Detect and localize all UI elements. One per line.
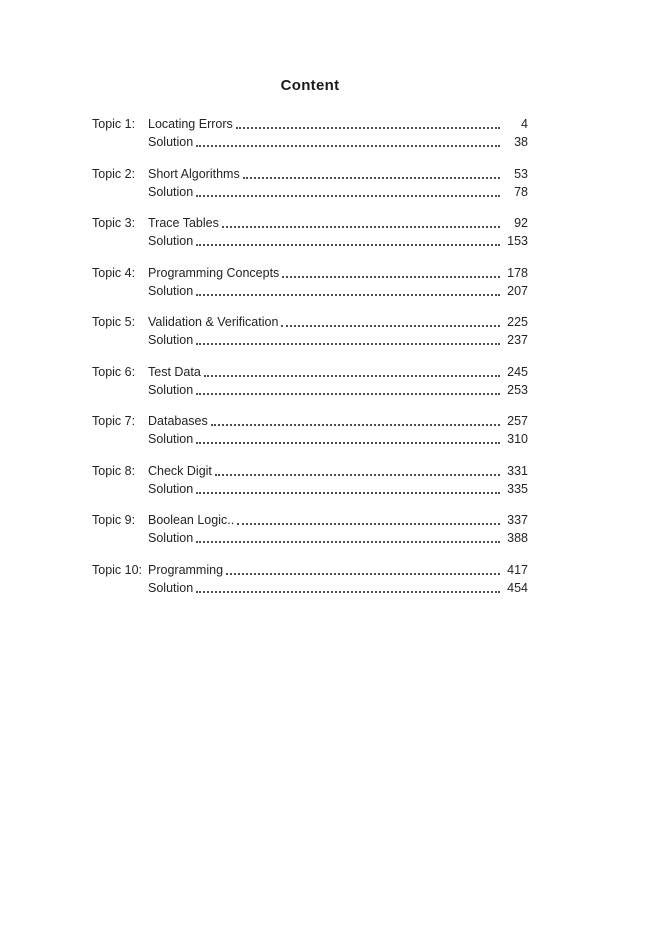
solution-label: Solution: [148, 283, 194, 298]
topic-page-number: 4: [521, 117, 528, 131]
solution-label: Solution: [148, 184, 194, 199]
topic-label: Topic 8:: [92, 463, 136, 478]
topic-label: Topic 10:: [92, 562, 143, 577]
toc-entry: [92, 561, 528, 597]
solution-page-number: 388: [507, 531, 528, 545]
dot-leader: [243, 177, 500, 179]
solution-indent: [92, 133, 148, 151]
solution-indent: [92, 282, 148, 300]
dot-leader: [196, 195, 500, 197]
solution-indent: [92, 232, 148, 250]
dot-leader: [196, 343, 500, 345]
toc-solution-row: [92, 381, 528, 399]
toc-entry: [92, 165, 528, 201]
toc-topic-row: [92, 462, 528, 480]
dot-leader: [222, 226, 500, 228]
dot-leader: [282, 276, 500, 278]
toc-solution-row: [92, 480, 528, 498]
dot-leader: [237, 523, 500, 525]
dot-leader: [196, 591, 500, 593]
topic-page-number: 53: [514, 166, 528, 181]
topic-title: Check Digit: [148, 463, 212, 478]
toc-topic-row: [92, 363, 528, 381]
topic-page-number: 337: [507, 513, 528, 527]
solution-indent: [92, 331, 148, 349]
topic-label: Topic 4:: [92, 265, 136, 280]
toc-solution-row: [92, 232, 528, 250]
solution-indent: [92, 430, 148, 448]
topic-title: Programming Concepts: [148, 265, 280, 280]
dot-leader: [204, 375, 500, 377]
toc-topic-row: [92, 264, 528, 282]
solution-page-number: 454: [507, 580, 528, 595]
solution-indent: [92, 480, 148, 498]
solution-page-number: 78: [514, 184, 528, 199]
toc-topic-row: [92, 313, 528, 331]
solution-page-number: 335: [507, 481, 528, 496]
topic-page-number: 92: [514, 216, 528, 230]
solution-label: Solution: [148, 432, 194, 446]
dot-leader: [196, 294, 500, 296]
solution-label: Solution: [148, 333, 194, 347]
toc-entry: [92, 412, 528, 448]
toc-topic-row: [92, 214, 528, 232]
topic-page-number: 178: [507, 265, 528, 280]
solution-page-number: 253: [507, 382, 528, 397]
toc-topic-row: [92, 115, 528, 133]
topic-page-number: 245: [507, 364, 528, 379]
toc-solution-row: [92, 430, 528, 448]
toc-topic-row: [92, 165, 528, 183]
dot-leader: [196, 492, 500, 494]
topic-title: Short Algorithms: [148, 166, 240, 181]
topic-label: Topic 2:: [92, 166, 136, 181]
topic-title: Validation & Verification: [148, 315, 279, 329]
page-title: Content: [280, 77, 340, 94]
topic-title: Trace Tables: [148, 216, 219, 230]
dot-leader: [196, 244, 500, 246]
solution-page-number: 38: [514, 135, 528, 149]
table-of-contents: [92, 115, 528, 597]
toc-entry: [92, 363, 528, 399]
topic-label: Topic 7:: [92, 414, 136, 428]
topic-page-number: 225: [507, 315, 528, 329]
dot-leader: [226, 573, 500, 575]
solution-page-number: 237: [507, 333, 528, 347]
solution-label: Solution: [148, 531, 194, 545]
dot-leader: [196, 145, 500, 147]
toc-solution-row: [92, 331, 528, 349]
topic-page-number: 417: [507, 562, 528, 577]
topic-label: Topic 1:: [92, 117, 136, 131]
toc-entry: [92, 214, 528, 250]
dot-leader: [196, 442, 500, 444]
solution-indent: [92, 183, 148, 201]
dot-leader: [215, 474, 500, 476]
solution-label: Solution: [148, 234, 194, 248]
solution-page-number: 153: [507, 234, 528, 248]
solution-label: Solution: [148, 481, 194, 496]
toc-solution-row: [92, 282, 528, 300]
toc-topic-row: [92, 561, 528, 579]
toc-entry: [92, 115, 528, 151]
solution-page-number: 207: [507, 283, 528, 298]
dot-leader: [196, 393, 500, 395]
topic-title: Databases: [148, 414, 208, 428]
topic-page-number: 257: [507, 414, 528, 428]
toc-topic-row: [92, 511, 528, 529]
topic-page-number: 331: [507, 463, 528, 478]
dot-leader: [211, 424, 500, 426]
solution-indent: [92, 579, 148, 597]
topic-label: Topic 9:: [92, 513, 136, 527]
topic-label: Topic 6:: [92, 364, 136, 379]
topic-label: Topic 5:: [92, 315, 136, 329]
solution-label: Solution: [148, 382, 194, 397]
solution-page-number: 310: [507, 432, 528, 446]
toc-entry: [92, 462, 528, 498]
toc-solution-row: [92, 529, 528, 547]
topic-title: Locating Errors: [148, 117, 233, 131]
topic-title: Boolean Logic..: [148, 513, 235, 527]
toc-topic-row: [92, 412, 528, 430]
toc-entry: [92, 264, 528, 300]
topic-title: Programming: [148, 562, 224, 577]
dot-leader: [196, 541, 500, 543]
toc-solution-row: [92, 579, 528, 597]
topic-title: Test Data: [148, 364, 201, 379]
topic-label: Topic 3:: [92, 216, 136, 230]
toc-entry: [92, 313, 528, 349]
solution-indent: [92, 529, 148, 547]
solution-label: Solution: [148, 580, 194, 595]
dot-leader: [281, 325, 500, 327]
toc-entry: [92, 511, 528, 547]
solution-label: Solution: [148, 135, 194, 149]
dot-leader: [236, 127, 500, 129]
solution-indent: [92, 381, 148, 399]
toc-solution-row: [92, 133, 528, 151]
toc-solution-row: [92, 183, 528, 201]
